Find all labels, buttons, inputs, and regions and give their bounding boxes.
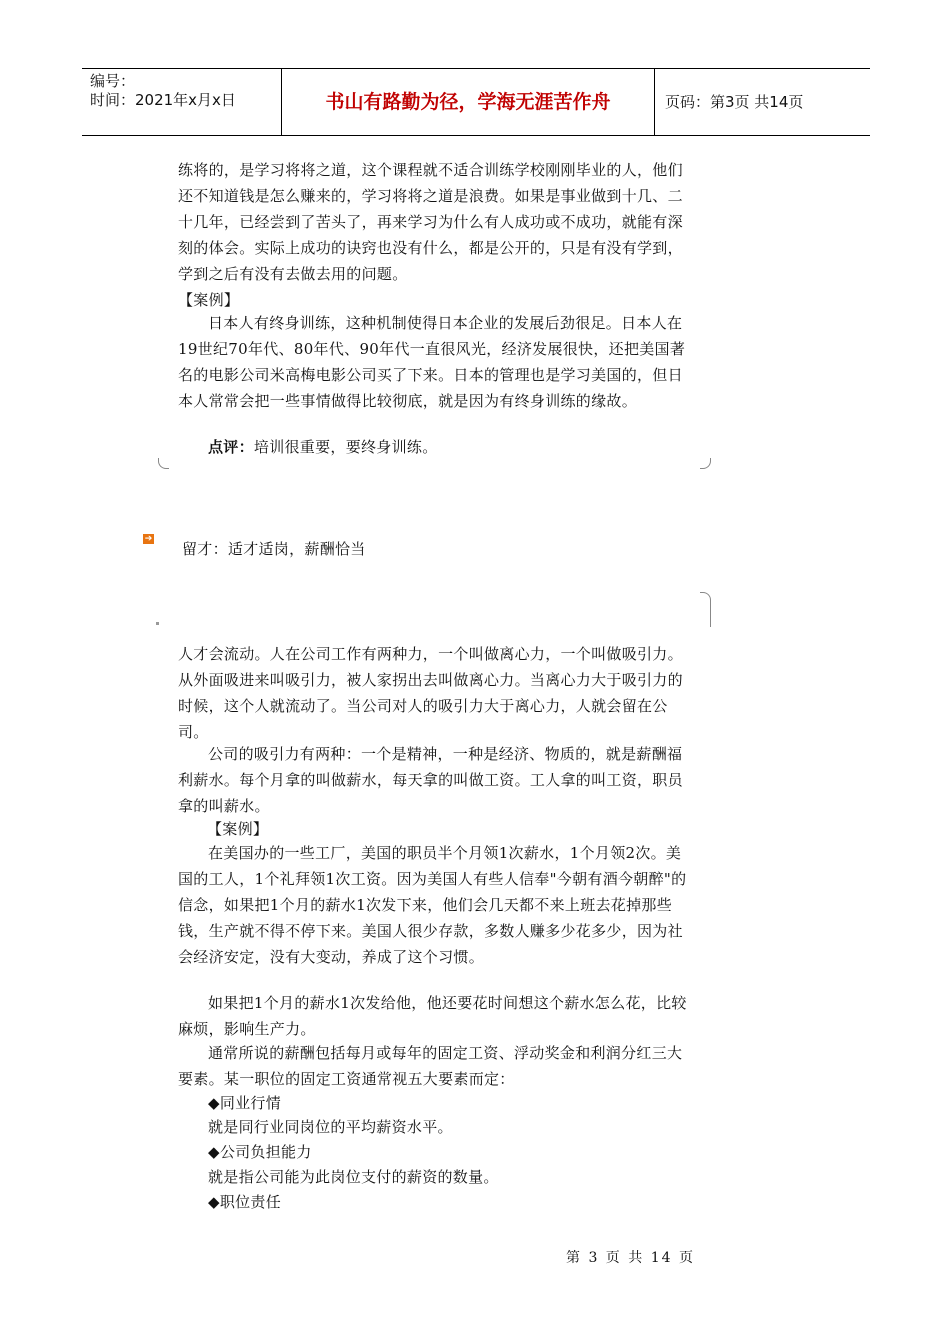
paragraph: 通常所说的薪酬包括每月或每年的固定工资、浮动奖金和利润分红三大要素。某一职位的固定工资通常视五大要素而定： <box>178 1044 683 1088</box>
paragraph: 在美国办的一些工厂，美国的职员半个月领1次薪水，1个月领2次。美国的工人，1个礼拜领1次工资。因为美国人有些人信奉"今朝有酒今朝醉"的信念，如果把1个月的薪水1次发下来，他们会几天都不来上班去花掉那些钱，生产就不得不停下来。美国人很少存款，多数人赚多少花多少，因为社会经济安定，没有大变动，养成了这个习惯。 <box>178 844 687 966</box>
paragraph: 如果把1个月的薪水1次发给他，他还要花时间想这个薪水怎么花，比较麻烦，影响生产力。 <box>178 994 687 1038</box>
paragraph: 公司的吸引力有两种：一个是精神，一种是经济、物质的，就是薪酬福利薪水。每个月拿的叫做薪水，每天拿的叫做工资。工人拿的叫工资，职员拿的叫薪水。 <box>178 745 683 815</box>
header-motto: 书山有路勤为径，学海无涯苦作舟 <box>282 69 655 135</box>
paragraph: 人才会流动。人在公司工作有两种力，一个叫做离心力，一个叫做吸引力。从外面吸进来叫吸引力，被人家拐出去叫做离心力。当离心力大于吸引力的时候，这个人就流动了。当公司对人的吸引力大于离心力，人就会留在公司。 <box>178 645 683 741</box>
comment-paragraph <box>178 434 688 460</box>
frame-corner-bl <box>158 458 169 469</box>
frame-dot <box>156 622 159 625</box>
bullet-desc: 就是同行业同岗位的平均薪资水平。 <box>208 1118 453 1136</box>
paragraph: 练将的，是学习将将之道，这个课程就不适合训练学校刚刚毕业的人，他们还不知道钱是怎么赚来的，学习将将之道是浪费。如果是事业做到十几、二十几年，已经尝到了苦头了，再来学习为什么有人成功或不成功，就能有深刻的体会。实际上成功的诀窍也没有什么，都是公开的，只是有没有学到，学到之后有没有去做去用的问题。 <box>178 161 683 283</box>
header-meta-cell <box>82 69 282 135</box>
section-heading: 留才：适才适岗，薪酬恰当 <box>182 540 366 558</box>
bullet-item: ◆公司负担能力 <box>208 1143 312 1161</box>
header-page-info: 页码：第3页 共14页 <box>665 93 804 111</box>
comment-label: 点评： <box>208 438 254 456</box>
frame-corner-tr <box>700 592 711 627</box>
case-label: 【案例】 <box>178 291 240 309</box>
number-label: 编号： <box>90 72 136 90</box>
bullet-item: ◆职位责任 <box>208 1193 282 1211</box>
paragraph: 日本人有终身训练，这种机制使得日本企业的发展后劲很足。日本人在19世纪70年代、80年代、90年代一直很风光，经济发展很快，还把美国著名的电影公司米高梅电影公司买了下来。日本的管理也是学习美国的，但日本人常常会把一些事情做得比较彻底，就是因为有终身训练的缘故。 <box>178 314 686 410</box>
bullet-desc: 就是指公司能为此岗位支付的薪资的数量。 <box>208 1168 499 1186</box>
case-label: 【案例】 <box>207 820 269 838</box>
page-header <box>82 68 870 136</box>
arrow-right-icon: ➔ <box>144 534 153 544</box>
page-footer: 第 3 页 共 14 页 <box>566 1250 695 1266</box>
bullet-item: ◆同业行情 <box>208 1094 282 1112</box>
date-label: 时间：2021年x月x日 <box>90 91 236 109</box>
comment-text: 培训很重要，要终身训练。 <box>253 438 438 456</box>
frame-corner-br <box>700 458 711 469</box>
